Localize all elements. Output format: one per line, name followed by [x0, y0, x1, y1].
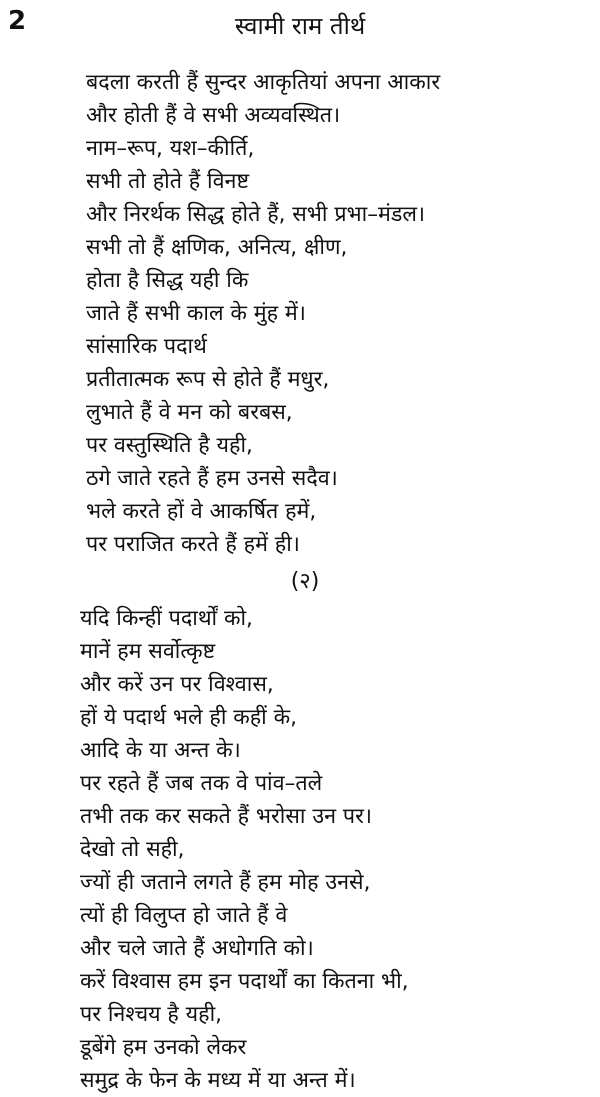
poem-line: मानें हम सर्वोत्कृष्ट [80, 639, 216, 664]
poem-line: सभी तो हैं क्षणिक, अनित्य, क्षीण, [86, 235, 348, 260]
poem-line: समुद्र के फेन के मध्य में या अन्त में। [80, 1068, 356, 1093]
page-number: 2 [8, 6, 27, 36]
poem-line: पर पराजित करते हैं हमें ही। [86, 532, 300, 557]
poem-line: करें विश्वास हम इन पदार्थों का कितना भी, [80, 969, 409, 994]
poem-line: और करें उन पर विश्वास, [80, 672, 274, 697]
section-number: (२) [290, 569, 320, 594]
poem-line: भले करते हों वे आकर्षित हमें, [86, 499, 317, 524]
poem-line: हों ये पदार्थ भले ही कहीं के, [80, 705, 297, 730]
poem-line: डूबेंगे हम उनको लेकर [80, 1035, 247, 1060]
poem-line: नाम–रूप, यश–कीर्ति, [86, 136, 255, 161]
poem-line: तभी तक कर सकते हैं भरोसा उन पर। [80, 804, 373, 829]
poem-line: देखो तो सही, [80, 837, 185, 862]
stanza-2 [80, 602, 590, 1097]
poem-line: और निरर्थक सिद्ध होते हैं, सभी प्रभा–मंडल। [86, 202, 426, 227]
poem-line: बदला करती हैं सुन्दर आकृतियां अपना आकार [86, 70, 441, 95]
running-title: स्वामी राम तीर्थ [234, 12, 366, 40]
poem-line: पर वस्तुस्थिति है यही, [86, 433, 253, 458]
poem-line: ठगे जाते रहते हैं हम उनसे सदैव। [86, 466, 338, 491]
poem-line: और होती हैं वे सभी अव्यवस्थित। [86, 103, 341, 128]
poem-line: पर निश्चय है यही, [80, 1002, 222, 1027]
poem-line: यदि किन्हीं पदार्थों को, [80, 606, 253, 631]
poem-line: होता है सिद्ध यही कि [86, 268, 249, 293]
poem-line: त्यों ही विलुप्त हो जाते हैं वे [80, 903, 288, 928]
poem-line: और चले जाते हैं अधोगति को। [80, 936, 314, 961]
poem-line: जाते हैं सभी काल के मुंह में। [86, 301, 306, 326]
poem-line: सांसारिक पदार्थ [86, 334, 207, 359]
poem-line: सभी तो होते हैं विनष्ट [86, 169, 250, 194]
poem-line: आदि के या अन्त के। [80, 738, 241, 763]
stanza-1 [86, 66, 590, 561]
poem-line: लुभाते हैं वे मन को बरबस, [86, 400, 293, 425]
poem-line: प्रतीतात्मक रूप से होते हैं मधुर, [86, 367, 330, 392]
poem-line: ज्यों ही जताने लगते हैं हम मोह उनसे, [80, 870, 371, 895]
poem-line: पर रहते हैं जब तक वे पांव–तले [80, 771, 323, 796]
